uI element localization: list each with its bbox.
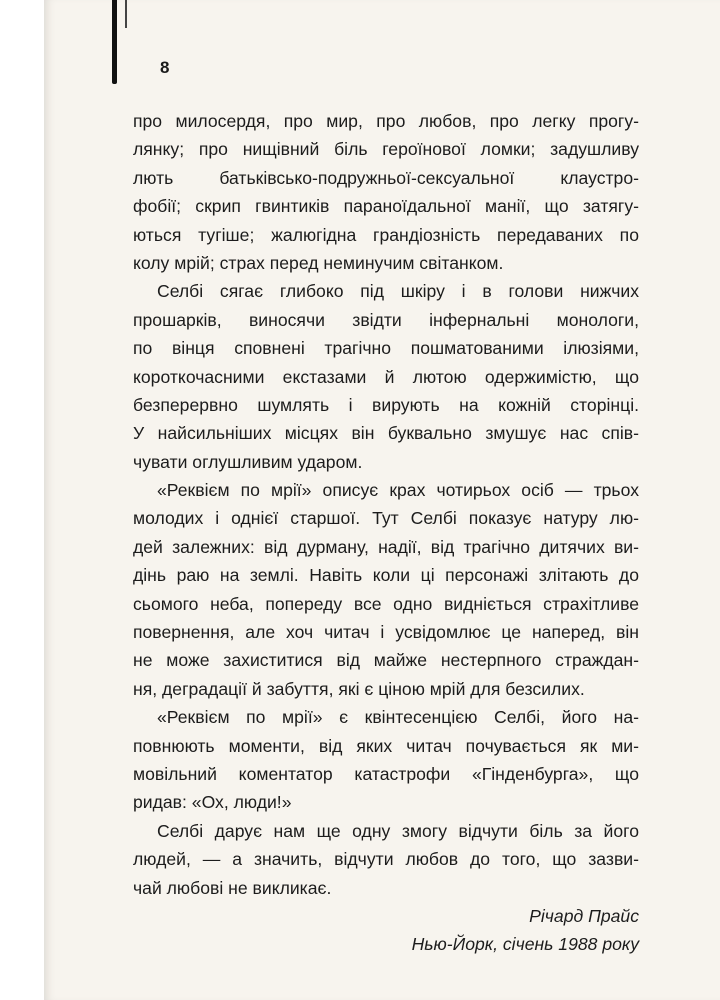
paragraph — [133, 107, 639, 277]
signature-author: Річард Прайс — [529, 905, 639, 926]
text-line: лють батьківсько-подружньої-сексуальної клаустро- — [133, 167, 639, 188]
paragraph — [133, 817, 639, 902]
paragraph — [133, 703, 639, 817]
signature-place-date: Нью-Йорк, січень 1988 року — [411, 934, 639, 955]
signature-block — [133, 902, 639, 959]
text-line: людей, — а значить, відчути любов до того, що зазви- — [133, 849, 639, 870]
text-line: по вінця сповнені трагічно пошматованими ілюзіями, — [133, 338, 639, 359]
spine-shadow-thin — [125, 0, 127, 28]
text-line: Селбі сягає глибоко під шкіру і в голови нижчих — [157, 281, 639, 302]
text-line: не може захиститися від майже нестерпного страждан- — [133, 650, 639, 671]
text-line: ридав: «Ох, люди!» — [133, 792, 292, 813]
text-line: повернення, але хоч читач і усвідомлює це наперед, він — [133, 622, 639, 643]
text-line: лянку; про нищівний біль героїнової ломки; задушливу — [133, 139, 639, 160]
text-line: повнюють моменти, від яких читач почувається як ми- — [133, 735, 639, 756]
text-line: прошарків, виносячи звідти інфернальні монологи, — [133, 309, 639, 330]
paragraph — [133, 476, 639, 703]
text-line: дінь раю на землі. Навіть коли ці персонажі злітають до — [133, 565, 639, 586]
page-number: 8 — [160, 58, 170, 77]
text-line: У найсильніших місцях він буквально змушує нас спів- — [133, 423, 639, 444]
text-line: безперервно шумлять і вирують на кожній сторінці. — [133, 394, 639, 415]
text-line: чувати оглушливим ударом. — [133, 451, 363, 472]
text-line: молодих і однієї старшої. Тут Селбі показує натуру лю- — [133, 508, 639, 529]
page-body — [133, 107, 639, 959]
text-line: про милосердя, про мир, про любов, про легку прогу- — [133, 111, 639, 131]
text-line: Селбі дарує нам ще одну змогу відчути біль за його — [157, 820, 639, 841]
text-line: фобії; скрип гвинтиків параноїдальної манії, що затягу- — [133, 196, 639, 217]
text-line: «Реквієм по мрії» описує крах чотирьох осіб — трьох — [157, 480, 639, 501]
text-line: ються тугіше; жалюгідна грандіозність передаваних по — [133, 224, 639, 245]
text-line: дей залежних: від дурману, надії, від трагічно дитячих ви- — [133, 536, 639, 557]
text-line: мовільний коментатор катастрофи «Гінденбурга», що — [133, 763, 639, 784]
text-line: колу мрій; страх перед неминучим світанком. — [133, 252, 504, 273]
text-line: ня, деградації й забуття, які є ціною мрій для безсилих. — [133, 678, 585, 699]
text-line: короткочасними екстазами й лютою одержимістю, що — [133, 366, 639, 387]
text-line: «Реквієм по мрії» є квінтесенцією Селбі, його на- — [157, 707, 639, 728]
text-line: сьомого неба, попереду все одно видніється страхітливе — [133, 593, 639, 614]
text-line: чай любові не викликає. — [133, 877, 332, 898]
spine-shadow — [112, 0, 117, 84]
paragraph — [133, 277, 639, 476]
